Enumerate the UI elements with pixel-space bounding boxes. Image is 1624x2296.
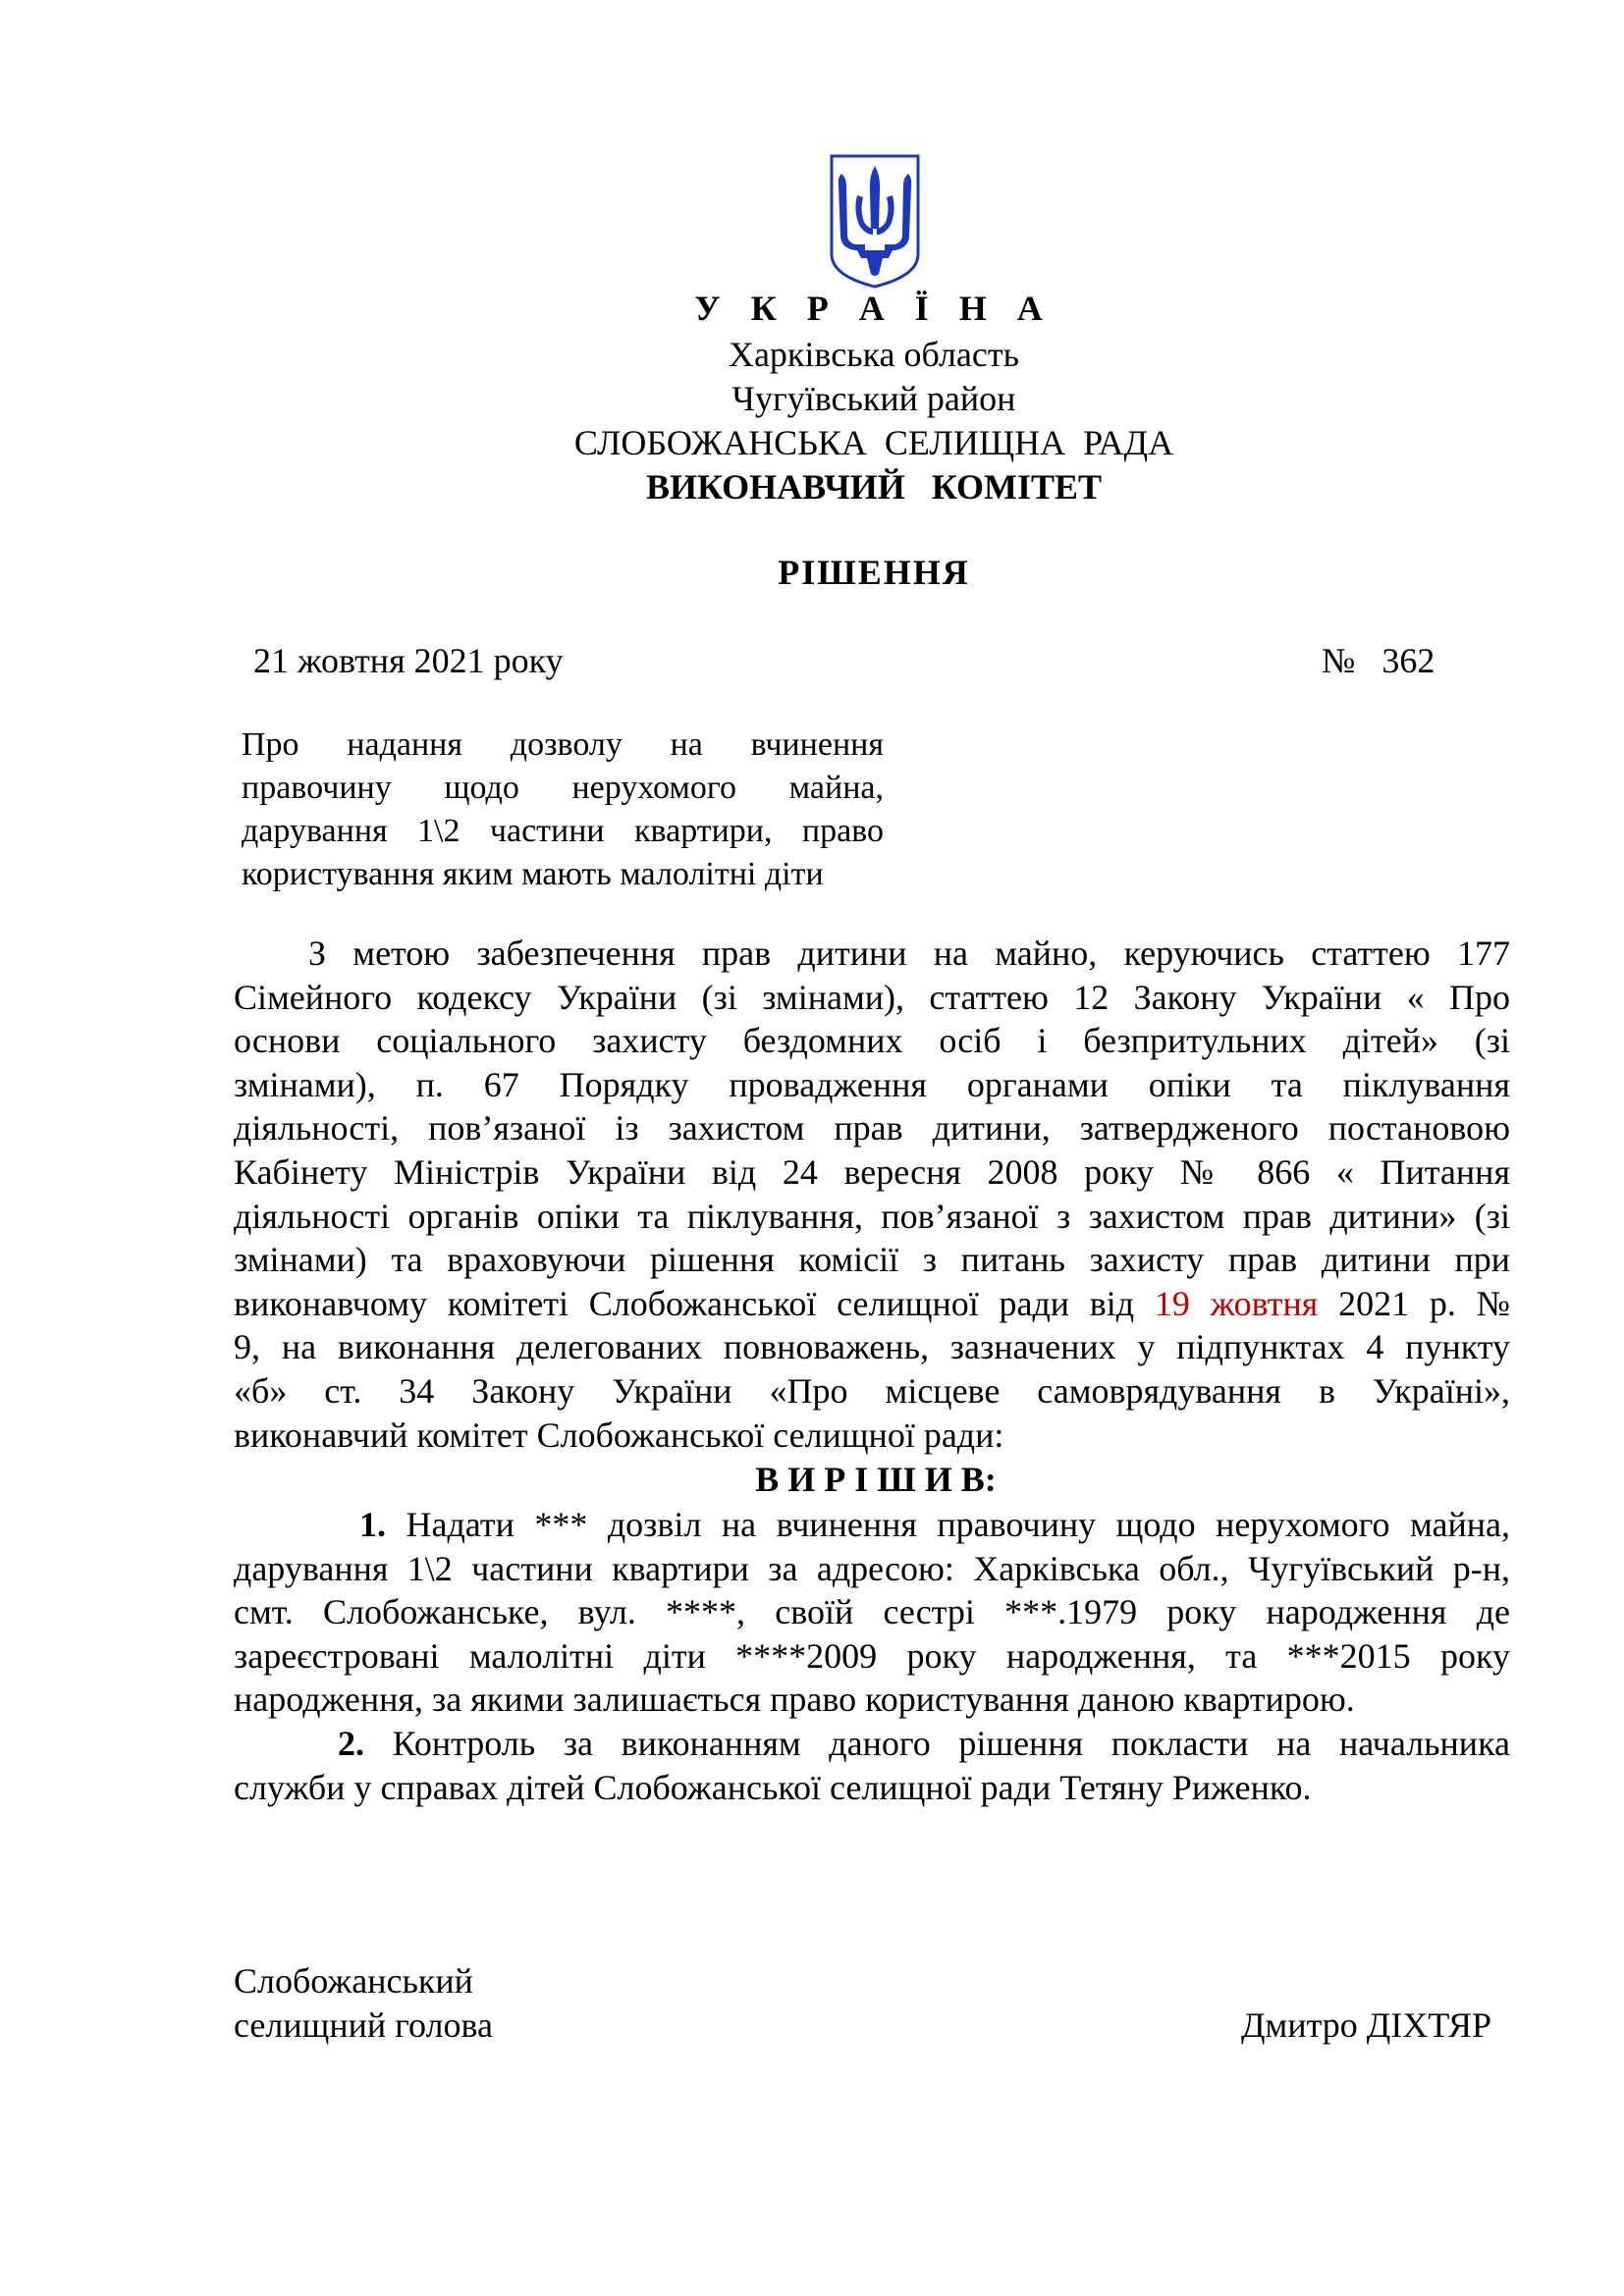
item-text: Контроль за виконанням даного рішення покласти на начальника — [392, 1724, 1510, 1763]
signatory-position-line: Слобожанський — [234, 1961, 473, 2001]
coat-of-arms-of-ukraine-icon — [828, 152, 922, 290]
preamble-line: діяльності, пов’язаної із захистом прав дитини, затвердженого постановою — [234, 1108, 1510, 1148]
signatory-name: Дмитро ДІХТЯР — [1241, 2005, 1491, 2045]
signatory-position — [234, 1959, 493, 2048]
preamble-line: основи соціального захисту бездомних осіб і безпритульних дітей» (зі — [234, 1021, 1510, 1061]
item-line — [234, 1503, 1510, 1547]
item-number: 2. — [338, 1724, 364, 1763]
preamble-line: Кабінету Міністрів України від 24 вересня 2008 року № 866 « Питання — [234, 1151, 1510, 1192]
document-title: РІШЕННЯ — [778, 553, 970, 592]
subject-line: дарування 1\2 частини квартири, право — [242, 813, 884, 849]
item-line: дарування 1\2 частини квартири за адресою: Харківська обл., Чугуївський р-н, — [234, 1548, 1510, 1588]
document-date: 21 жовтня 2021 року — [253, 641, 564, 680]
preamble-line: змінами), п. 67 Порядку провадження органами опіки та піклування — [234, 1064, 1510, 1104]
preamble-line: Сімейного кодексу України (зі змінами), статтею 12 Закону України « Про — [234, 977, 1510, 1017]
committee-name: ВИКОНАВЧИЙ КОМІТЕТ — [645, 467, 1103, 507]
council-name: СЛОБОЖАНСЬКА СЕЛИЩНА РАДА — [573, 423, 1174, 462]
item-text: Надати *** дозвіл на вчинення правочину щодо нерухомого майна, — [406, 1505, 1510, 1544]
signatory-position-line: селищний голова — [234, 2005, 494, 2045]
item-line: народження, за якими залишається право користування даною квартирою. — [234, 1680, 1355, 1720]
preamble-line: виконавчий комітет Слобожанської селищної ради: — [234, 1415, 1004, 1455]
item-line: смт. Слобожанське, вул. ****, своїй сестрі ***.1979 року народження де — [234, 1592, 1510, 1632]
item-number: 1. — [359, 1505, 386, 1544]
subject-block — [242, 723, 884, 896]
highlighted-date: 19 жовтня — [1154, 1283, 1319, 1323]
preamble-line — [234, 1282, 1510, 1326]
item-line: служби у справах дітей Слобожанської селищної ради Тетяну Риженко. — [234, 1767, 1312, 1807]
oblast-name: Харківська область — [728, 335, 1020, 374]
preamble-line: 9, на виконання делегованих повноважень, зазначених у підпунктах 4 пункту — [234, 1327, 1510, 1367]
document-number: № 362 — [1322, 641, 1435, 680]
item-line — [234, 1722, 1510, 1766]
preamble-line: діяльності органів опіки та піклування, пов’язаної з захистом прав дитини» (зі — [234, 1196, 1510, 1236]
subject-line: користування яким мають малолітні діти — [242, 856, 824, 892]
decision-item-1 — [234, 1503, 1510, 1722]
preamble-line: «б» ст. 34 Закону України «Про місцеве самоврядування в Україні», — [234, 1370, 1510, 1411]
preamble-text: виконавчому комітеті Слобожанської селищної ради від — [234, 1283, 1135, 1323]
item-line: зареєстровані малолітні діти ****2009 року народження, та ***2015 року — [234, 1635, 1510, 1676]
subject-line: Про надання дозволу на вчинення — [242, 726, 884, 763]
decision-item-2 — [234, 1722, 1510, 1809]
preamble-line: З метою забезпечення прав дитини на майно, керуючись статтею 177 — [308, 934, 1510, 973]
preamble-text: 2021 р. № — [1338, 1283, 1511, 1323]
preamble-paragraph — [234, 932, 1510, 1457]
decision-heading: В И Р І Ш И В: — [755, 1460, 997, 1499]
preamble-line: змінами) та враховуючи рішення комісії з питань захисту прав дитини при — [234, 1240, 1510, 1280]
country-name: У К Р А Ї Н А — [694, 289, 1054, 328]
subject-line: правочину щодо нерухомого майна, — [242, 770, 884, 806]
raion-name: Чугуївський район — [731, 379, 1016, 418]
